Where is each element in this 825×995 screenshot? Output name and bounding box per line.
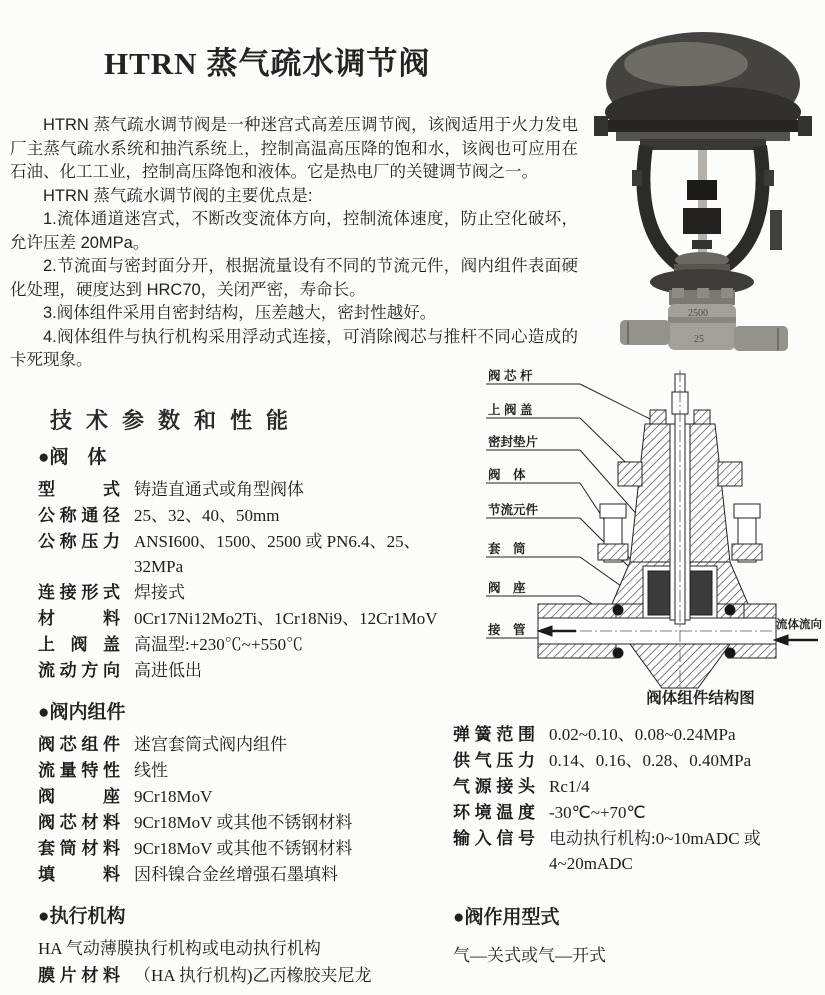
spec-label: 填料 — [38, 865, 120, 884]
spec-label: 公称压力 — [38, 532, 120, 551]
stud-nut-left — [598, 544, 628, 560]
advantage-item: 4.阀体组件与执行机构采用浮动式连接，可消除阀芯与推杆不同心造成的卡死现象。 — [10, 327, 578, 369]
weld-dot — [725, 648, 735, 658]
spec-value: ANSI600、1500、2500 或 PN6.4、25、32MPa — [134, 532, 421, 576]
spec-row — [38, 836, 442, 861]
heading-action-type: ●阀作用型式 — [453, 907, 560, 928]
yoke-lug-right — [764, 170, 774, 186]
spec-label: 流动方向 — [38, 661, 120, 680]
flange-tab-left — [594, 116, 608, 136]
right-spec-column — [453, 722, 825, 966]
spec-value: （HA 执行机构)乙丙橡胶夹尼龙 — [134, 966, 372, 985]
product-photo — [584, 20, 822, 352]
spec-row — [453, 800, 825, 825]
stud-head-left — [600, 504, 626, 518]
label-valve-body: 阀 体 — [488, 468, 526, 482]
spec-label: 气源接头 — [453, 777, 535, 796]
section-heading-tech-params: 技术参数和性能 — [50, 408, 303, 433]
valve-body-spec-table — [38, 477, 442, 683]
body-size-marking: 25 — [694, 334, 704, 345]
spec-label: 阀芯组件 — [38, 735, 120, 754]
label-bonnet: 上 阀 盖 — [488, 403, 533, 417]
spec-value: 高进低出 — [134, 661, 202, 680]
spec-value: 9Cr18MoV 或其他不锈钢材料 — [134, 813, 353, 832]
spec-label: 连接形式 — [38, 583, 120, 602]
gasket-flange-right — [718, 462, 742, 486]
flange-tab-right — [798, 116, 812, 136]
spec-label: 流量特性 — [38, 761, 120, 780]
label-connection-pipe: 接 管 — [488, 623, 526, 637]
weld-dot — [613, 605, 623, 615]
labyrinth-left — [648, 571, 671, 615]
heading-valve-body: ●阀 体 — [38, 447, 107, 468]
flow-direction-label: 流体流向 — [776, 619, 822, 631]
structure-diagram — [480, 366, 825, 698]
stud-nut-right — [732, 544, 762, 560]
spec-label: 阀座 — [38, 787, 120, 806]
pipe-stub-right — [734, 326, 788, 351]
spec-value: 0Cr17Ni12Mo2Ti、1Cr18Ni9、12Cr1MoV — [134, 609, 438, 628]
stem-clamp-upper — [687, 180, 717, 200]
advantage-item: 1.流体通道迷宫式，不断改变流体方向，控制流体速度，防止空化破坏，允许压差 20MPa。 — [10, 210, 578, 252]
advantage-item: 2.节流面与密封面分开，根据流量设有不同的节流元件，阀内组件表面硬 化处理，硬度达到 HRC70，关闭严密，寿命长。 — [10, 257, 595, 299]
label-throttle-element: 节流元件 — [488, 503, 539, 517]
intro-paragraph: HTRN 蒸气疏水调节阀是一种迷宫式高差压调节阀，该阀适用于火力发电厂主蒸气疏水系统和抽汽系统上，控制高温高压降的饱和水，该阀也可应用在石油、化工工业，控制高压降饱和液体。它是热电厂的关键调节阀之一。 — [10, 116, 578, 181]
yoke-lug-right2 — [770, 210, 782, 250]
spec-value: 9Cr18MoV — [134, 787, 213, 806]
spec-label: 弹簧范围 — [453, 725, 535, 744]
valve-photo-illustration — [584, 20, 822, 352]
trim-spec-table — [38, 732, 442, 887]
spec-row — [38, 862, 442, 887]
spec-label: 供气压力 — [453, 751, 535, 770]
pipe-wall-left-top — [538, 604, 616, 618]
intro-block — [10, 114, 595, 373]
yoke-top-plate — [640, 139, 766, 150]
spec-row — [38, 606, 442, 631]
spec-row — [38, 529, 442, 579]
stud-head-right — [734, 504, 760, 518]
spec-value: 迷宫套筒式阀内组件 — [134, 735, 287, 754]
spec-row — [453, 826, 825, 876]
spec-row — [38, 503, 442, 528]
body-rating-marking: 2500 — [688, 308, 708, 319]
spec-value: 铸造直通式或角型阀体 — [134, 480, 304, 499]
spec-row — [38, 632, 442, 657]
dome-highlight — [624, 42, 748, 86]
gasket-flange-left — [618, 462, 642, 486]
spec-label: 膜片材料 — [38, 966, 120, 985]
bolt-3 — [721, 288, 733, 298]
advantage-item: 3.阀体组件采用自密封结构，压差越大，密封性越好。 — [43, 304, 437, 322]
spec-row — [38, 963, 442, 988]
weld-dot — [613, 648, 623, 658]
spec-row — [38, 580, 442, 605]
spec-label: 阀芯材料 — [38, 813, 120, 832]
label-valve-seat: 阀 座 — [488, 581, 526, 595]
spec-row — [38, 810, 442, 835]
valve-cross-section — [480, 366, 825, 698]
label-valve-stem: 阀 芯 杆 — [488, 369, 533, 383]
spec-row — [453, 748, 825, 773]
spec-value: 电动执行机构:0~10mADC 或 4~20mADC — [549, 829, 761, 873]
spec-label: 上阀盖 — [38, 635, 120, 654]
action-type-line: 气—关式或气—开式 — [453, 946, 606, 965]
bolt-1 — [672, 288, 684, 298]
actuator-spec-table — [38, 963, 442, 988]
spec-row — [38, 477, 442, 502]
pipe-wall-right-bottom — [728, 644, 776, 658]
spec-label: 套筒材料 — [38, 839, 120, 858]
weld-dot — [725, 605, 735, 615]
diagram-caption: 阀体组件结构图 — [646, 690, 755, 707]
spec-row — [38, 784, 442, 809]
label-cage: 套 筒 — [488, 542, 526, 556]
spec-row — [38, 758, 442, 783]
label-gasket: 密封垫片 — [488, 435, 539, 449]
yoke-lug-left — [632, 170, 642, 186]
spec-value: 0.02~0.10、0.08~0.24MPa — [549, 725, 736, 744]
stem-clamp-lower — [683, 208, 721, 234]
spec-row — [453, 774, 825, 799]
pipe-wall-left-bottom — [538, 644, 616, 658]
spec-row — [38, 732, 442, 757]
spec-row — [38, 658, 442, 683]
spec-value: 0.14、0.16、0.28、0.40MPa — [549, 751, 752, 770]
bolt-2 — [697, 288, 709, 298]
stem-nut — [692, 240, 712, 249]
gland-nut-right — [694, 410, 710, 424]
heading-actuator: ●执行机构 — [38, 906, 126, 927]
intro-paragraph: HTRN 蒸气疏水调节阀的主要优点是: — [43, 186, 313, 205]
spec-value: 焊接式 — [134, 583, 185, 602]
dome-flange — [602, 120, 804, 132]
yoke-arm-right — [722, 146, 763, 268]
labyrinth-right — [689, 571, 712, 615]
spec-label: 材料 — [38, 609, 120, 628]
spec-value: -30℃~+70℃ — [549, 803, 646, 822]
actuator-line: HA 气动薄膜执行机构或电动执行机构 — [38, 939, 321, 958]
yoke-arm-left — [643, 146, 684, 268]
heading-trim: ●阀内组件 — [38, 702, 126, 723]
spec-label: 输入信号 — [453, 829, 535, 848]
spec-value: Rc1/4 — [549, 777, 590, 796]
diagram-labels — [487, 368, 539, 637]
spec-value: 高温型:+230℃~+550℃ — [134, 635, 304, 654]
spec-value: 25、32、40、50mm — [134, 506, 280, 525]
cross-section-drawing — [538, 374, 776, 688]
left-spec-column — [38, 442, 442, 989]
spec-label: 环境温度 — [453, 803, 535, 822]
spec-label: 型式 — [38, 480, 120, 499]
spec-row — [453, 722, 825, 747]
page-title: HTRN 蒸气疏水调节阀 — [104, 46, 431, 81]
spec-value: 因科镍合金丝增强石墨填料 — [134, 865, 338, 884]
spec-value: 线性 — [134, 761, 168, 780]
pneumatic-spec-table — [453, 722, 825, 876]
spec-value: 9Cr18MoV 或其他不锈钢材料 — [134, 839, 353, 858]
gland-nut-left — [650, 410, 666, 424]
spec-label: 公称通径 — [38, 506, 120, 525]
